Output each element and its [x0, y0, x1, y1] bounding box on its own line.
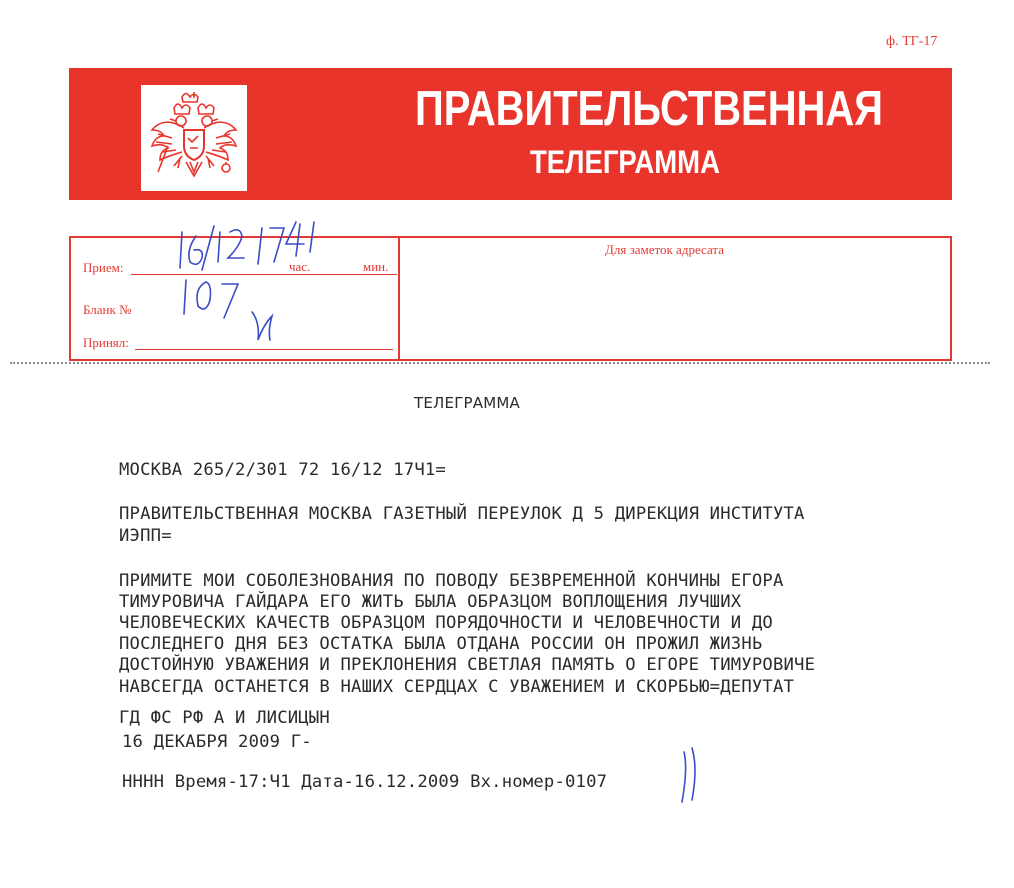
body-line: ДОСТОЙНУЮ УВАЖЕНИЯ И ПРЕКЛОНЕНИЯ СВЕТЛАЯ ПАМЯТЬ О ЕГОРЕ ТИМУРОВИЧЕ — [119, 655, 816, 675]
telegram-heading: ТЕЛЕГРАММА — [414, 394, 520, 412]
body-line: ПОСЛЕДНЕГО ДНЯ БЕЗ ОСТАТКА БЫЛА ОТДАНА РОССИИ ОН ПРОЖИЛ ЖИЗНЬ — [119, 634, 763, 654]
banner-subtitle: ТЕЛЕГРАММА — [530, 144, 720, 180]
handwritten-mark — [286, 222, 304, 256]
handwritten-mark — [228, 230, 244, 258]
handwritten-mark — [270, 228, 284, 262]
blank-label: Бланк № — [83, 302, 132, 317]
body-line: ЧЕЛОВЕЧЕСКИХ КАЧЕСТВ ОБРАЗЦОМ ПОРЯДОЧНОСТИ И ЧЕЛОВЕЧНОСТИ И ДО — [119, 613, 773, 633]
minutes-label: мин. — [363, 259, 389, 274]
form-code: ф. ТГ-17 — [886, 34, 938, 49]
priem-label: Прием: — [83, 260, 124, 275]
tear-line — [10, 362, 990, 364]
handwritten-mark — [180, 232, 182, 268]
body-line: НАВСЕГДА ОСТАНЕТСЯ В НАШИХ СЕРДЦАХ С УВАЖЕНИЕМ И СКОРБЬЮ=ДЕПУТАТ — [119, 677, 795, 697]
handwritten-mark — [202, 226, 214, 270]
handwritten-mark — [258, 228, 262, 264]
handwritten-mark — [682, 748, 695, 802]
hours-label: час. — [289, 259, 311, 274]
handwritten-mark — [218, 232, 220, 262]
handwritten-mark — [184, 280, 186, 314]
handwritten-mark — [252, 312, 272, 340]
address-line: ПРАВИТЕЛЬСТВЕННАЯ МОСКВА ГАЗЕТНЫЙ ПЕРЕУЛОК Д 5 ДИРЕКЦИЯ ИНСТИТУТА — [119, 504, 805, 524]
banner-title: ПРАВИТЕЛЬСТВЕННАЯ — [415, 82, 883, 136]
body-line: ТИМУРОВИЧА ГАЙДАРА ЕГО ЖИТЬ БЫЛА ОБРАЗЦОМ ВОПЛОЩЕНИЯ ЛУЧШИХ — [119, 592, 742, 612]
body-line: 16 ДЕКАБРЯ 2009 Г- — [122, 732, 312, 752]
handwritten-mark — [197, 282, 211, 309]
telegram-header-line: МОСКВА 265/2/301 72 16/12 17Ч1= — [119, 460, 446, 480]
body-line: ПРИМИТЕ МОИ СОБОЛЕЗНОВАНИЯ ПО ПОВОДУ БЕЗВРЕМЕННОЙ КОНЧИНЫ ЕГОРА — [119, 571, 784, 591]
handwritten-mark — [222, 284, 238, 318]
body-line: ГД ФС РФ А И ЛИСИЦЫН — [119, 708, 330, 728]
prinyal-label: Принял: — [83, 335, 129, 350]
notes-label: Для заметок адресата — [605, 242, 725, 257]
handwritten-mark — [310, 222, 314, 252]
address-line: ИЭПП= — [119, 526, 172, 546]
handwritten-mark — [189, 236, 202, 264]
telegram-footer-line: НННН Время-17:Ч1 Дата-16.12.2009 Вх.номер-0107 — [122, 772, 608, 792]
